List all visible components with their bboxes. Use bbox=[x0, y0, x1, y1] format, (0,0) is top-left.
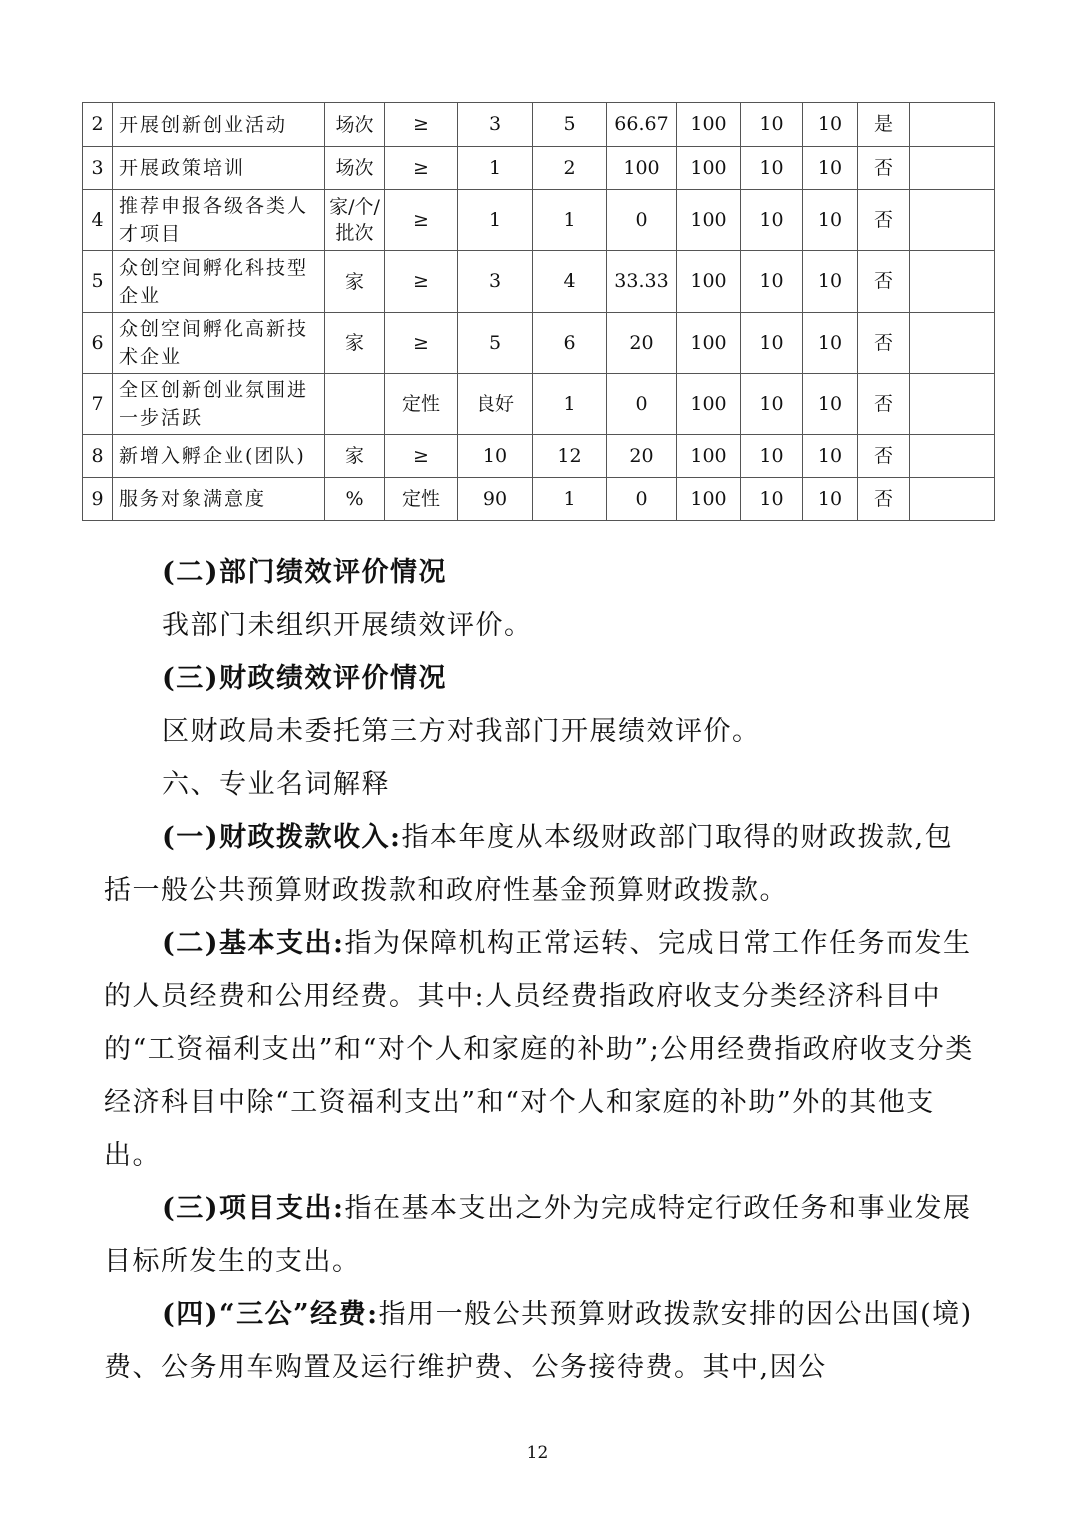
indicator-flag: 否 bbox=[858, 478, 910, 521]
indicator-deviation: 66.67 bbox=[607, 103, 677, 147]
indicator-target: 3 bbox=[458, 251, 533, 313]
row-number: 3 bbox=[83, 147, 113, 190]
glossary-item bbox=[104, 1288, 974, 1394]
indicator-unit: % bbox=[325, 478, 385, 521]
indicator-target: 1 bbox=[458, 190, 533, 251]
indicator-name: 开展创新创业活动 bbox=[113, 103, 325, 147]
indicator-name: 新增入孵企业(团队) bbox=[113, 435, 325, 478]
indicator-score: 10 bbox=[803, 435, 858, 478]
indicator-unit: 家 bbox=[325, 251, 385, 313]
indicator-name: 开展政策培训 bbox=[113, 147, 325, 190]
glossary-item bbox=[104, 811, 974, 917]
indicator-target: 90 bbox=[458, 478, 533, 521]
indicator-score: 10 bbox=[803, 251, 858, 313]
indicator-operator: 定性 bbox=[385, 478, 458, 521]
indicator-note bbox=[910, 103, 995, 147]
indicator-weight: 100 bbox=[677, 251, 741, 313]
indicator-unit: 场次 bbox=[325, 147, 385, 190]
indicator-operator: ≥ bbox=[385, 103, 458, 147]
indicator-note bbox=[910, 190, 995, 251]
indicator-full-score: 10 bbox=[741, 374, 803, 435]
section-heading-finance-evaluation: (三)财政绩效评价情况 bbox=[162, 663, 448, 694]
indicator-note bbox=[910, 251, 995, 313]
indicator-actual: 12 bbox=[533, 435, 607, 478]
section-heading-dept-evaluation: (二)部门绩效评价情况 bbox=[162, 557, 448, 588]
indicator-weight: 100 bbox=[677, 147, 741, 190]
indicator-flag: 否 bbox=[858, 190, 910, 251]
indicator-deviation: 20 bbox=[607, 435, 677, 478]
row-number: 5 bbox=[83, 251, 113, 313]
indicator-note bbox=[910, 374, 995, 435]
table-row bbox=[83, 251, 995, 313]
indicator-target: 5 bbox=[458, 313, 533, 374]
indicator-deviation: 20 bbox=[607, 313, 677, 374]
indicator-note bbox=[910, 478, 995, 521]
glossary-definition: 指为保障机构正常运转、完成日常工作任务而发生的人员经费和公用经费。其中:人员经费指政府收支分类经济科目中的“工资福利支出”和“对个人和家庭的补助”;公用经费指政府收支分类经济科目中除“工资福利支出”和“对个人和家庭的补助”外的其他支出。 bbox=[104, 928, 974, 1171]
table-row bbox=[83, 374, 995, 435]
performance-indicator-table bbox=[82, 102, 995, 521]
row-number: 8 bbox=[83, 435, 113, 478]
indicator-score: 10 bbox=[803, 103, 858, 147]
glossary-item bbox=[104, 917, 974, 1182]
indicator-unit bbox=[325, 374, 385, 435]
indicator-note bbox=[910, 313, 995, 374]
indicator-score: 10 bbox=[803, 147, 858, 190]
indicator-name: 众创空间孵化高新技术企业 bbox=[113, 313, 325, 374]
indicator-operator: 定性 bbox=[385, 374, 458, 435]
indicator-operator: ≥ bbox=[385, 313, 458, 374]
section-text-dept-evaluation: 我部门未组织开展绩效评价。 bbox=[162, 610, 533, 641]
indicator-full-score: 10 bbox=[741, 190, 803, 251]
indicator-weight: 100 bbox=[677, 313, 741, 374]
page-number: 12 bbox=[526, 1443, 549, 1463]
indicator-deviation: 0 bbox=[607, 478, 677, 521]
indicator-actual: 1 bbox=[533, 374, 607, 435]
indicator-target: 1 bbox=[458, 147, 533, 190]
glossary-term: (一)财政拨款收入: bbox=[162, 822, 402, 853]
indicator-deviation: 0 bbox=[607, 374, 677, 435]
table-row bbox=[83, 313, 995, 374]
indicator-actual: 1 bbox=[533, 190, 607, 251]
indicator-weight: 100 bbox=[677, 190, 741, 251]
indicator-name: 服务对象满意度 bbox=[113, 478, 325, 521]
indicator-flag: 否 bbox=[858, 313, 910, 374]
row-number: 6 bbox=[83, 313, 113, 374]
indicator-score: 10 bbox=[803, 478, 858, 521]
indicator-actual: 6 bbox=[533, 313, 607, 374]
indicator-name: 全区创新创业氛围进一步活跃 bbox=[113, 374, 325, 435]
indicator-unit: 家/个/批次 bbox=[325, 190, 385, 251]
indicator-actual: 4 bbox=[533, 251, 607, 313]
indicator-actual: 2 bbox=[533, 147, 607, 190]
row-number: 9 bbox=[83, 478, 113, 521]
indicator-deviation: 100 bbox=[607, 147, 677, 190]
indicator-deviation: 33.33 bbox=[607, 251, 677, 313]
indicator-weight: 100 bbox=[677, 478, 741, 521]
indicator-flag: 否 bbox=[858, 435, 910, 478]
indicator-score: 10 bbox=[803, 190, 858, 251]
row-number: 2 bbox=[83, 103, 113, 147]
indicator-deviation: 0 bbox=[607, 190, 677, 251]
glossary-definition: 指本年度从本级财政部门取得的财政拨款,包括一般公共预算财政拨款和政府性基金预算财政拨款。 bbox=[104, 822, 954, 906]
indicator-target: 良好 bbox=[458, 374, 533, 435]
indicator-unit: 场次 bbox=[325, 103, 385, 147]
row-number: 7 bbox=[83, 374, 113, 435]
indicator-full-score: 10 bbox=[741, 103, 803, 147]
indicator-target: 10 bbox=[458, 435, 533, 478]
table-row bbox=[83, 190, 995, 251]
indicator-score: 10 bbox=[803, 374, 858, 435]
indicator-flag: 否 bbox=[858, 251, 910, 313]
indicator-target: 3 bbox=[458, 103, 533, 147]
indicator-full-score: 10 bbox=[741, 147, 803, 190]
indicator-note bbox=[910, 147, 995, 190]
indicator-weight: 100 bbox=[677, 103, 741, 147]
indicator-operator: ≥ bbox=[385, 147, 458, 190]
section-text-finance-evaluation: 区财政局未委托第三方对我部门开展绩效评价。 bbox=[162, 716, 761, 747]
indicator-flag: 否 bbox=[858, 374, 910, 435]
indicator-full-score: 10 bbox=[741, 313, 803, 374]
indicator-actual: 1 bbox=[533, 478, 607, 521]
section-heading-glossary: 六、专业名词解释 bbox=[162, 769, 390, 800]
indicator-full-score: 10 bbox=[741, 478, 803, 521]
row-number: 4 bbox=[83, 190, 113, 251]
indicator-operator: ≥ bbox=[385, 190, 458, 251]
glossary-item bbox=[104, 1182, 974, 1288]
document-body bbox=[104, 546, 974, 1394]
indicator-name: 众创空间孵化科技型企业 bbox=[113, 251, 325, 313]
indicator-weight: 100 bbox=[677, 374, 741, 435]
indicator-flag: 否 bbox=[858, 147, 910, 190]
indicator-flag: 是 bbox=[858, 103, 910, 147]
indicator-unit: 家 bbox=[325, 435, 385, 478]
glossary-term: (四)“三公”经费: bbox=[162, 1299, 379, 1330]
table-row bbox=[83, 147, 995, 190]
indicator-full-score: 10 bbox=[741, 435, 803, 478]
indicator-name: 推荐申报各级各类人才项目 bbox=[113, 190, 325, 251]
indicator-actual: 5 bbox=[533, 103, 607, 147]
indicator-full-score: 10 bbox=[741, 251, 803, 313]
indicator-operator: ≥ bbox=[385, 251, 458, 313]
glossary-term: (二)基本支出: bbox=[162, 928, 345, 959]
indicator-note bbox=[910, 435, 995, 478]
glossary-term: (三)项目支出: bbox=[162, 1193, 345, 1224]
table-body bbox=[83, 103, 995, 521]
indicator-unit: 家 bbox=[325, 313, 385, 374]
indicator-weight: 100 bbox=[677, 435, 741, 478]
table-row bbox=[83, 478, 995, 521]
table-row bbox=[83, 103, 995, 147]
glossary-definition: 指用一般公共预算财政拨款安排的因公出国(境)费、公务用车购置及运行维护费、公务接待费。其中,因公 bbox=[104, 1299, 973, 1383]
table-row bbox=[83, 435, 995, 478]
glossary-definition: 指在基本支出之外为完成特定行政任务和事业发展目标所发生的支出。 bbox=[104, 1193, 972, 1277]
indicator-operator: ≥ bbox=[385, 435, 458, 478]
indicator-score: 10 bbox=[803, 313, 858, 374]
